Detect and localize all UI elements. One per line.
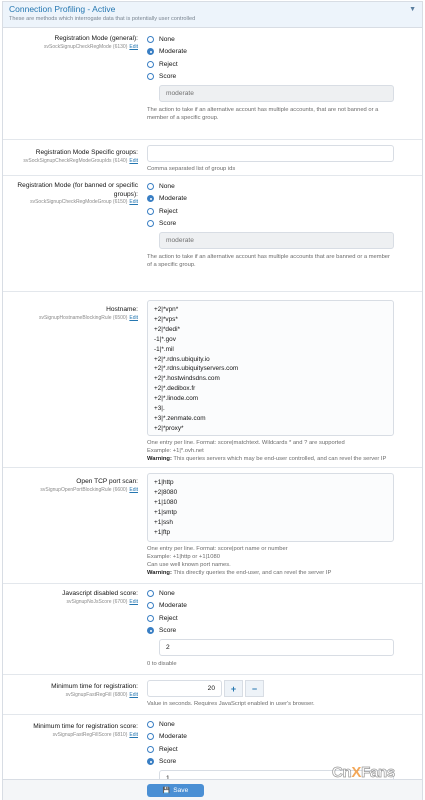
- radio-icon: [147, 48, 154, 55]
- option-hint: The action to take if an alternative account has multiple accounts, that are not banned or a member of a specific group.: [147, 107, 379, 121]
- option-label: Registration Mode Specific groups:: [35, 149, 138, 156]
- radio-option-none[interactable]: None: [147, 33, 394, 46]
- decrement-button[interactable]: −: [245, 680, 264, 697]
- option-label-block: [3, 306, 138, 322]
- score-input[interactable]: 2: [159, 639, 394, 656]
- option-row-tcp-port-scan: [3, 468, 422, 584]
- radio-option-none[interactable]: None: [147, 180, 394, 193]
- rule-line: +3|.: [154, 405, 165, 413]
- option-row-registration-mode-banned: [3, 176, 422, 292]
- score-input[interactable]: moderate: [159, 232, 394, 249]
- options-list: [3, 28, 422, 800]
- option-warning: Warning: This directly queries the end-user, and can revel the server IP: [147, 570, 332, 576]
- radio-icon: [147, 602, 154, 609]
- seconds-input[interactable]: 20: [147, 680, 222, 697]
- radio-icon: [147, 61, 154, 68]
- edit-link[interactable]: Edit: [129, 486, 138, 493]
- option-hint: One entry per line. Format: score|port name or number: [147, 546, 288, 552]
- radio-option-reject[interactable]: Reject: [147, 205, 394, 218]
- rule-line: -1|*.mil: [154, 345, 174, 353]
- panel-header[interactable]: [3, 2, 422, 28]
- option-id: svSignupFastRegFillScore (6810): [52, 731, 128, 738]
- javascript-disabled-radios: [147, 587, 394, 668]
- radio-icon: [147, 220, 154, 227]
- option-row-minimum-time: [3, 675, 422, 715]
- option-hint: 0 to disable: [147, 661, 177, 667]
- radio-option-none[interactable]: None: [147, 587, 394, 600]
- rule-line: +2|*vpn*: [154, 306, 179, 313]
- rule-line: +2|*dedi*: [154, 325, 181, 333]
- option-hint: Comma separated list of group ids: [147, 166, 236, 172]
- option-hint-example: Example: +1|*.ovh.net: [147, 448, 204, 454]
- option-hint: One entry per line. Format: score|matchtext. Wildcards * and ? are supported: [147, 440, 345, 446]
- rule-line: +1|ssh: [154, 518, 173, 526]
- score-input[interactable]: moderate: [159, 85, 394, 102]
- panel-title: Connection Profiling - Active: [9, 4, 116, 14]
- option-id: svSignupOpenPortBlockingRule (6600): [40, 486, 128, 493]
- option-row-registration-mode: [3, 28, 422, 140]
- rule-line: +2|*vps*: [154, 315, 178, 323]
- option-id: svSignupNoJsScore (6700): [66, 598, 128, 605]
- radio-option-reject[interactable]: Reject: [147, 58, 394, 71]
- option-id: svSockSignupCheckRegMode (6130): [43, 43, 128, 50]
- option-label-block: [3, 590, 138, 606]
- radio-option-score[interactable]: Score: [147, 756, 394, 769]
- radio-icon: [147, 73, 154, 80]
- option-label: Registration Mode (for banned or specific groups):: [17, 182, 138, 198]
- rule-line: +2|8080: [154, 488, 178, 496]
- edit-link[interactable]: Edit: [129, 598, 138, 605]
- hostname-rules-textarea[interactable]: [147, 300, 394, 436]
- rule-line: +3|*.zenmate.com: [154, 414, 206, 422]
- radio-option-reject[interactable]: Reject: [147, 612, 394, 625]
- option-id: svSockSignupCheckRegModeGroupIds (6140): [23, 157, 128, 164]
- option-label: Minimum time for registration:: [51, 683, 138, 690]
- option-label: Registration Mode (general):: [54, 35, 138, 42]
- option-label-block: [3, 35, 138, 51]
- panel-description: These are methods which interrogate data that is potentially user controlled: [9, 16, 196, 22]
- collapse-chevron-icon[interactable]: ▼: [409, 6, 416, 13]
- option-warning: Warning: This queries servers which may be end-user controlled, and can revel the server IP: [147, 456, 387, 462]
- watermark-logo: CnXFans: [332, 764, 395, 781]
- radio-icon: [147, 195, 154, 202]
- registration-mode-banned-radios: [147, 180, 394, 269]
- option-hint: The action to take if an alternative account has multiple accounts that are banned or a member of a specific group.: [147, 254, 390, 268]
- radio-icon: [147, 183, 154, 190]
- edit-link[interactable]: Edit: [129, 43, 138, 50]
- save-icon: 💾: [162, 788, 171, 794]
- radio-icon: [147, 758, 154, 765]
- rule-line: +2|*.rdns.ubiquityservers.com: [154, 365, 239, 373]
- radio-option-moderate[interactable]: Moderate: [147, 731, 394, 744]
- radio-icon: [147, 733, 154, 740]
- rule-line: +2|*.dedibox.fr: [154, 385, 196, 393]
- rule-line: +1|1080: [154, 498, 178, 506]
- radio-icon: [147, 590, 154, 597]
- edit-link[interactable]: Edit: [129, 314, 138, 321]
- option-row-javascript-disabled: [3, 584, 422, 675]
- option-label-block: [3, 182, 138, 206]
- edit-link[interactable]: Edit: [129, 157, 138, 164]
- radio-option-none[interactable]: None: [147, 718, 394, 731]
- option-label-block: [3, 478, 138, 494]
- radio-option-reject[interactable]: Reject: [147, 743, 394, 756]
- option-label-block: [3, 149, 138, 165]
- registration-mode-radios: [147, 33, 394, 122]
- option-label: Javascript disabled score:: [62, 590, 138, 597]
- option-id: svSignupFastRegFill (6800): [65, 691, 128, 698]
- option-hint-example: Example: +1|http or +1|1080: [147, 554, 220, 560]
- rule-line: +1|ftp: [154, 528, 171, 536]
- radio-option-moderate[interactable]: Moderate: [147, 600, 394, 613]
- radio-icon: [147, 721, 154, 728]
- radio-option-moderate[interactable]: Moderate: [147, 193, 394, 206]
- port-rules-textarea[interactable]: [147, 473, 394, 542]
- option-label-block: [3, 723, 138, 739]
- option-label-block: [3, 683, 138, 699]
- radio-option-moderate[interactable]: Moderate: [147, 46, 394, 59]
- rule-line: +2|*.rdns.ubiquity.io: [154, 355, 210, 363]
- radio-icon: [147, 627, 154, 634]
- save-button[interactable]: 💾 Save: [147, 784, 204, 797]
- options-panel: [2, 1, 423, 800]
- rule-line: +1|http: [154, 479, 174, 486]
- radio-icon: [147, 615, 154, 622]
- option-id: svSockSignupCheckRegModeGroup (6150): [30, 199, 128, 205]
- edit-link[interactable]: Edit: [129, 691, 138, 698]
- rule-line: +2|*.hostwindsdns.com: [154, 375, 220, 383]
- group-ids-input[interactable]: [147, 145, 394, 162]
- option-label: Hostname:: [106, 306, 138, 313]
- edit-link[interactable]: Edit: [129, 731, 138, 738]
- rule-line: -1|*.gov: [154, 335, 176, 343]
- form-footer: [3, 779, 422, 800]
- radio-option-score[interactable]: Score: [147, 71, 394, 84]
- rule-line: +2|*.linode.com: [154, 395, 199, 403]
- radio-icon: [147, 36, 154, 43]
- option-hint: Value in seconds. Requires JavaScript enabled in user's browser.: [147, 701, 315, 707]
- option-label: Minimum time for registration score:: [33, 723, 138, 730]
- radio-icon: [147, 746, 154, 753]
- option-row-specific-groups: [3, 140, 422, 176]
- option-row-hostname: [3, 292, 422, 468]
- rule-line: +1|smtp: [154, 508, 177, 516]
- option-hint-note: Can use well known port names.: [147, 562, 231, 568]
- number-stepper: [147, 680, 394, 697]
- rule-line: +2|*proxy*: [154, 424, 184, 432]
- radio-option-score[interactable]: Score: [147, 218, 394, 231]
- radio-icon: [147, 208, 154, 215]
- increment-button[interactable]: +: [224, 680, 243, 697]
- option-id: svSignupHostnameBlockingRule (6500): [38, 314, 128, 321]
- radio-option-score[interactable]: Score: [147, 625, 394, 638]
- edit-link[interactable]: Edit: [129, 199, 138, 205]
- option-label: Open TCP port scan:: [76, 478, 138, 485]
